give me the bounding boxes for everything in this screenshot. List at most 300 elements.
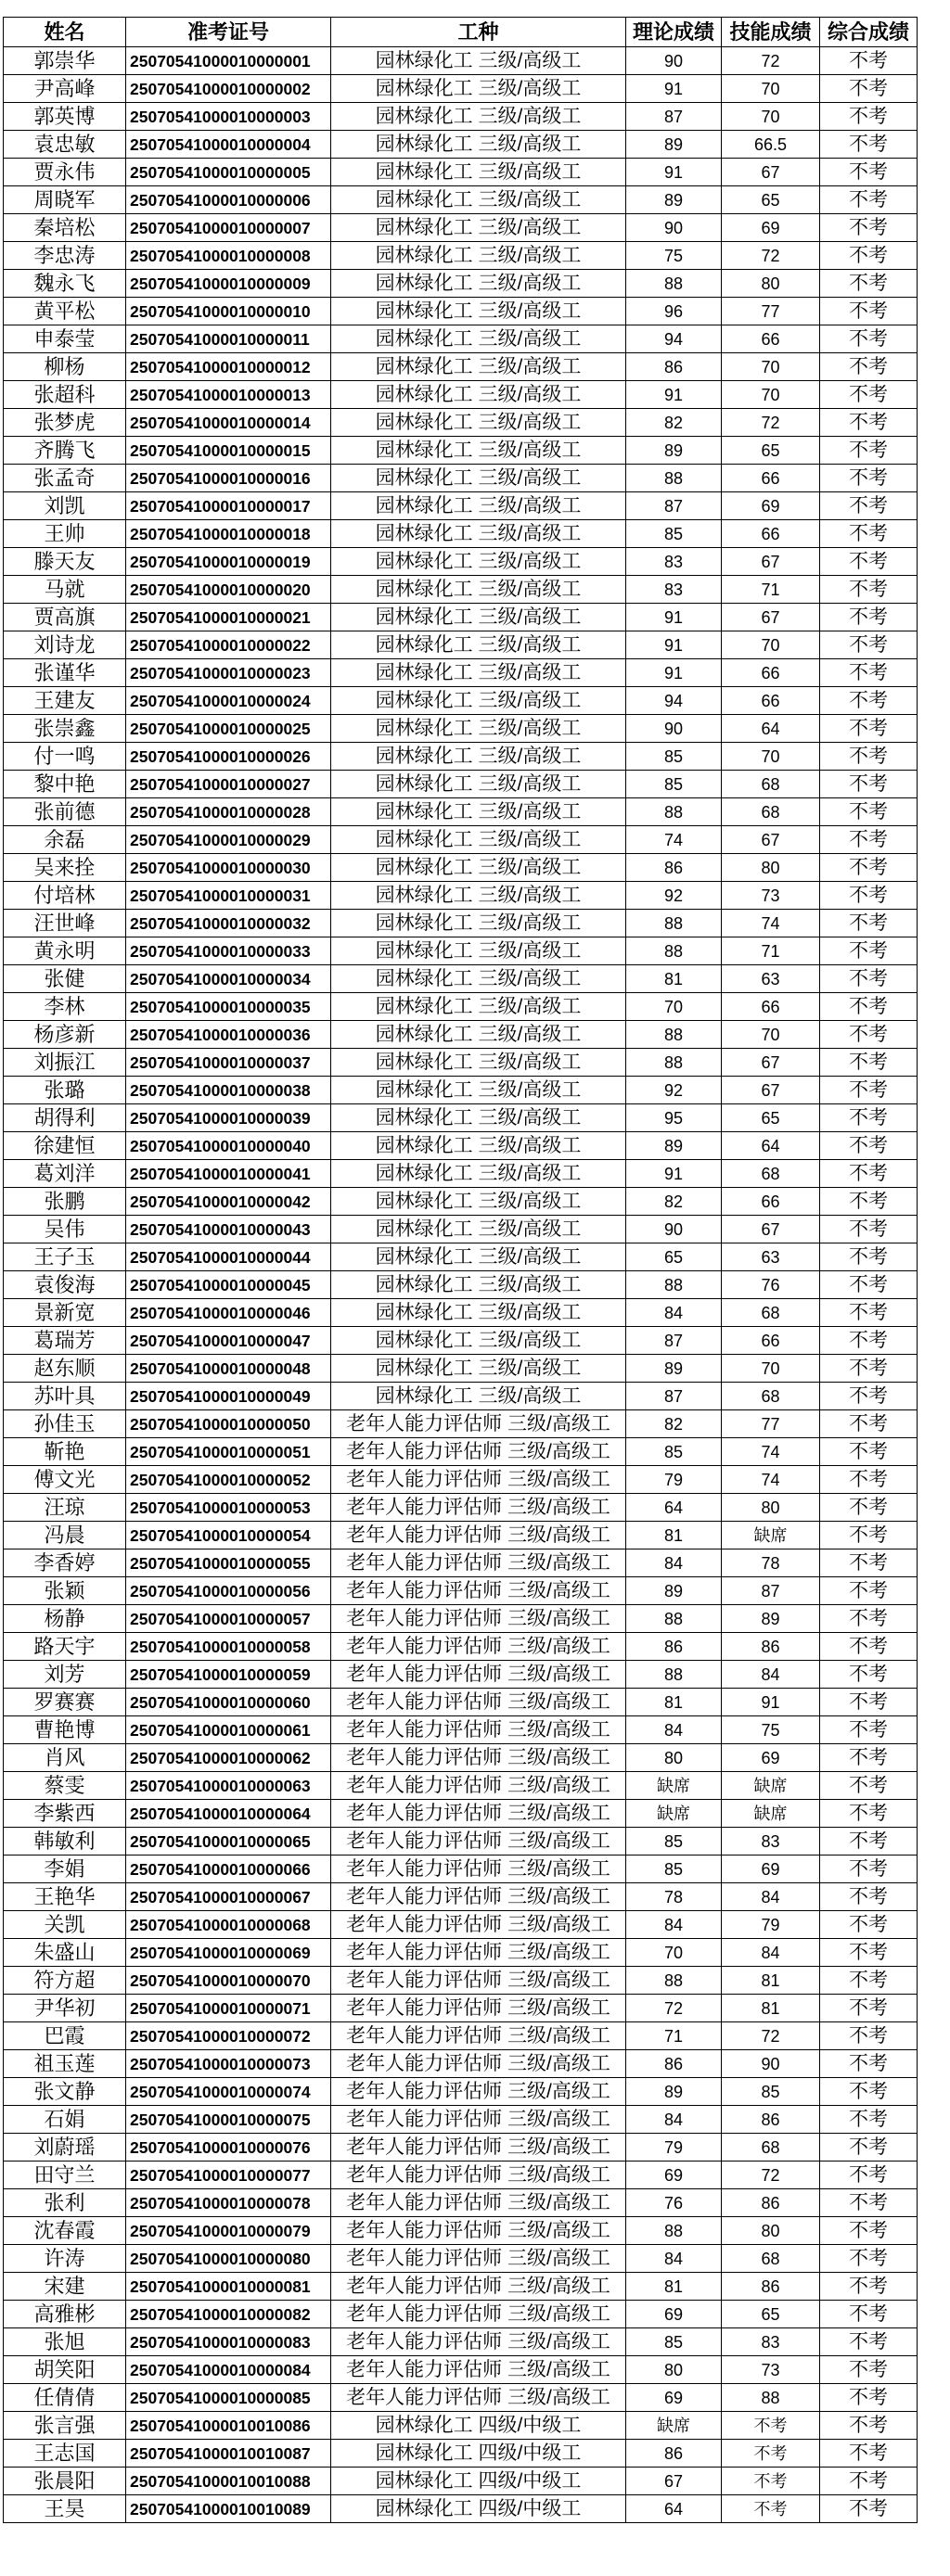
cell-skill-score: 91 <box>722 1689 820 1716</box>
cell-theory-score: 71 <box>626 2022 722 2050</box>
cell-exam-id: 25070541000010000051 <box>126 1438 331 1466</box>
cell-skill-score: 69 <box>722 214 820 242</box>
cell-exam-id: 25070541000010000052 <box>126 1466 331 1494</box>
table-row <box>4 186 918 214</box>
table-row <box>4 798 918 826</box>
cell-trade: 园林绿化工 三级/高级工 <box>331 882 626 910</box>
cell-skill-score: 不考 <box>722 2495 820 2523</box>
cell-name: 肖风 <box>4 1744 126 1772</box>
cell-skill-score: 86 <box>722 2189 820 2217</box>
cell-skill-score: 84 <box>722 1883 820 1911</box>
cell-trade: 老年人能力评估师 三级/高级工 <box>331 1661 626 1689</box>
cell-theory-score: 87 <box>626 1383 722 1410</box>
cell-exam-id: 25070541000010000035 <box>126 993 331 1021</box>
cell-skill-score: 84 <box>722 1661 820 1689</box>
cell-name: 尹高峰 <box>4 75 126 103</box>
cell-exam-id: 25070541000010000072 <box>126 2022 331 2050</box>
cell-exam-id: 25070541000010000083 <box>126 2328 331 2356</box>
cell-name: 申泰莹 <box>4 325 126 353</box>
cell-theory-score: 79 <box>626 2134 722 2162</box>
cell-name: 齐腾飞 <box>4 437 126 465</box>
table-row <box>4 771 918 798</box>
cell-overall-score: 不考 <box>820 492 918 520</box>
cell-trade: 园林绿化工 三级/高级工 <box>331 854 626 882</box>
cell-skill-score: 不考 <box>722 2468 820 2495</box>
cell-overall-score: 不考 <box>820 1299 918 1327</box>
cell-theory-score: 80 <box>626 2356 722 2384</box>
cell-skill-score: 64 <box>722 1132 820 1160</box>
cell-exam-id: 25070541000010000054 <box>126 1522 331 1549</box>
cell-exam-id: 25070541000010000075 <box>126 2106 331 2134</box>
cell-overall-score: 不考 <box>820 1077 918 1104</box>
cell-overall-score: 不考 <box>820 2050 918 2078</box>
cell-trade: 老年人能力评估师 三级/高级工 <box>331 1855 626 1883</box>
table-row <box>4 1243 918 1271</box>
cell-name: 田守兰 <box>4 2162 126 2189</box>
table-row <box>4 1828 918 1855</box>
cell-exam-id: 25070541000010000020 <box>126 576 331 604</box>
cell-exam-id: 25070541000010000028 <box>126 798 331 826</box>
cell-trade: 园林绿化工 三级/高级工 <box>331 937 626 965</box>
cell-trade: 老年人能力评估师 三级/高级工 <box>331 2134 626 2162</box>
cell-skill-score: 66 <box>722 1327 820 1355</box>
cell-trade: 园林绿化工 三级/高级工 <box>331 353 626 381</box>
cell-trade: 老年人能力评估师 三级/高级工 <box>331 1522 626 1549</box>
cell-name: 葛瑞芳 <box>4 1327 126 1355</box>
cell-skill-score: 69 <box>722 1855 820 1883</box>
cell-overall-score: 不考 <box>820 1939 918 1967</box>
cell-name: 张言强 <box>4 2412 126 2440</box>
cell-exam-id: 25070541000010000085 <box>126 2384 331 2412</box>
cell-exam-id: 25070541000010000017 <box>126 492 331 520</box>
cell-trade: 园林绿化工 三级/高级工 <box>331 520 626 548</box>
table-row <box>4 937 918 965</box>
cell-overall-score: 不考 <box>820 965 918 993</box>
cell-overall-score: 不考 <box>820 576 918 604</box>
cell-overall-score: 不考 <box>820 826 918 854</box>
cell-exam-id: 25070541000010000050 <box>126 1410 331 1438</box>
cell-exam-id: 25070541000010000046 <box>126 1299 331 1327</box>
cell-skill-score: 72 <box>722 47 820 75</box>
cell-trade: 老年人能力评估师 三级/高级工 <box>331 2050 626 2078</box>
table-row <box>4 2189 918 2217</box>
cell-overall-score: 不考 <box>820 47 918 75</box>
table-row <box>4 1271 918 1299</box>
cell-exam-id: 25070541000010000027 <box>126 771 331 798</box>
cell-name: 杨静 <box>4 1605 126 1633</box>
cell-name: 曹艳博 <box>4 1716 126 1744</box>
table-row <box>4 75 918 103</box>
cell-overall-score: 不考 <box>820 604 918 631</box>
score-sheet <box>3 17 918 2523</box>
table-row <box>4 2134 918 2162</box>
cell-exam-id: 25070541000010000001 <box>126 47 331 75</box>
cell-name: 王艳华 <box>4 1883 126 1911</box>
cell-theory-score: 83 <box>626 576 722 604</box>
cell-overall-score: 不考 <box>820 381 918 409</box>
cell-theory-score: 91 <box>626 631 722 659</box>
table-row <box>4 687 918 715</box>
cell-name: 刘凯 <box>4 492 126 520</box>
cell-overall-score: 不考 <box>820 1188 918 1216</box>
table-row <box>4 2106 918 2134</box>
table-row <box>4 2273 918 2301</box>
cell-exam-id: 25070541000010000060 <box>126 1689 331 1716</box>
cell-name: 张晨阳 <box>4 2468 126 2495</box>
cell-trade: 园林绿化工 三级/高级工 <box>331 631 626 659</box>
table-row <box>4 1911 918 1939</box>
cell-name: 赵东顺 <box>4 1355 126 1383</box>
cell-trade: 老年人能力评估师 三级/高级工 <box>331 1744 626 1772</box>
cell-skill-score: 缺席 <box>722 1522 820 1549</box>
cell-name: 刘芳 <box>4 1661 126 1689</box>
table-row <box>4 715 918 743</box>
cell-exam-id: 25070541000010000080 <box>126 2245 331 2273</box>
table-row <box>4 1689 918 1716</box>
cell-theory-score: 85 <box>626 743 722 771</box>
cell-skill-score: 不考 <box>722 2412 820 2440</box>
cell-theory-score: 89 <box>626 186 722 214</box>
cell-exam-id: 25070541000010000073 <box>126 2050 331 2078</box>
cell-skill-score: 83 <box>722 1828 820 1855</box>
table-row <box>4 1216 918 1243</box>
cell-theory-score: 87 <box>626 1327 722 1355</box>
table-row <box>4 47 918 75</box>
cell-theory-score: 88 <box>626 1049 722 1077</box>
cell-name: 罗赛赛 <box>4 1689 126 1716</box>
cell-theory-score: 88 <box>626 910 722 937</box>
cell-skill-score: 81 <box>722 1967 820 1995</box>
cell-exam-id: 25070541000010000061 <box>126 1716 331 1744</box>
cell-skill-score: 67 <box>722 1049 820 1077</box>
cell-exam-id: 25070541000010000058 <box>126 1633 331 1661</box>
table-row <box>4 882 918 910</box>
cell-trade: 老年人能力评估师 三级/高级工 <box>331 2106 626 2134</box>
cell-exam-id: 25070541000010000078 <box>126 2189 331 2217</box>
cell-name: 蔡雯 <box>4 1772 126 1800</box>
cell-trade: 老年人能力评估师 三级/高级工 <box>331 1577 626 1605</box>
cell-theory-score: 90 <box>626 715 722 743</box>
cell-overall-score: 不考 <box>820 159 918 186</box>
cell-skill-score: 85 <box>722 2078 820 2106</box>
cell-exam-id: 25070541000010000049 <box>126 1383 331 1410</box>
cell-skill-score: 67 <box>722 826 820 854</box>
cell-theory-score: 94 <box>626 325 722 353</box>
cell-overall-score: 不考 <box>820 2301 918 2328</box>
cell-overall-score: 不考 <box>820 2134 918 2162</box>
cell-trade: 园林绿化工 三级/高级工 <box>331 437 626 465</box>
score-table <box>3 17 918 2523</box>
cell-name: 任倩倩 <box>4 2384 126 2412</box>
cell-exam-id: 25070541000010000030 <box>126 854 331 882</box>
cell-name: 符方超 <box>4 1967 126 1995</box>
cell-overall-score: 不考 <box>820 186 918 214</box>
cell-theory-score: 83 <box>626 548 722 576</box>
cell-trade: 园林绿化工 三级/高级工 <box>331 910 626 937</box>
table-row <box>4 2301 918 2328</box>
cell-trade: 园林绿化工 三级/高级工 <box>331 298 626 325</box>
cell-overall-score: 不考 <box>820 1021 918 1049</box>
cell-theory-score: 89 <box>626 2078 722 2106</box>
cell-skill-score: 66 <box>722 993 820 1021</box>
cell-overall-score: 不考 <box>820 1271 918 1299</box>
cell-skill-score: 66 <box>722 465 820 492</box>
cell-name: 袁俊海 <box>4 1271 126 1299</box>
table-row <box>4 631 918 659</box>
table-row <box>4 1855 918 1883</box>
cell-trade: 老年人能力评估师 三级/高级工 <box>331 1939 626 1967</box>
table-row <box>4 1104 918 1132</box>
cell-name: 张文静 <box>4 2078 126 2106</box>
cell-exam-id: 25070541000010000036 <box>126 1021 331 1049</box>
cell-name: 滕天友 <box>4 548 126 576</box>
cell-trade: 老年人能力评估师 三级/高级工 <box>331 2189 626 2217</box>
cell-theory-score: 96 <box>626 298 722 325</box>
cell-skill-score: 90 <box>722 2050 820 2078</box>
cell-overall-score: 不考 <box>820 1243 918 1271</box>
cell-skill-score: 66 <box>722 659 820 687</box>
cell-trade: 园林绿化工 三级/高级工 <box>331 103 626 131</box>
cell-trade: 园林绿化工 三级/高级工 <box>331 1132 626 1160</box>
cell-name: 黎中艳 <box>4 771 126 798</box>
cell-trade: 老年人能力评估师 三级/高级工 <box>331 2078 626 2106</box>
cell-exam-id: 25070541000010000012 <box>126 353 331 381</box>
cell-trade: 园林绿化工 三级/高级工 <box>331 1104 626 1132</box>
cell-theory-score: 76 <box>626 2189 722 2217</box>
table-row <box>4 910 918 937</box>
cell-theory-score: 86 <box>626 1633 722 1661</box>
cell-name: 王昊 <box>4 2495 126 2523</box>
cell-trade: 园林绿化工 三级/高级工 <box>331 1216 626 1243</box>
cell-skill-score: 65 <box>722 186 820 214</box>
cell-overall-score: 不考 <box>820 465 918 492</box>
cell-exam-id: 25070541000010000079 <box>126 2217 331 2245</box>
cell-name: 张利 <box>4 2189 126 2217</box>
cell-trade: 园林绿化工 三级/高级工 <box>331 1021 626 1049</box>
cell-theory-score: 90 <box>626 214 722 242</box>
table-row <box>4 1355 918 1383</box>
cell-skill-score: 65 <box>722 2301 820 2328</box>
cell-skill-score: 72 <box>722 2162 820 2189</box>
cell-skill-score: 73 <box>722 882 820 910</box>
cell-name: 胡得利 <box>4 1104 126 1132</box>
cell-exam-id: 25070541000010000023 <box>126 659 331 687</box>
cell-overall-score: 不考 <box>820 2106 918 2134</box>
cell-exam-id: 25070541000010000044 <box>126 1243 331 1271</box>
cell-theory-score: 85 <box>626 520 722 548</box>
cell-exam-id: 25070541000010000006 <box>126 186 331 214</box>
table-row <box>4 103 918 131</box>
cell-name: 韩敏利 <box>4 1828 126 1855</box>
cell-name: 李娟 <box>4 1855 126 1883</box>
table-row <box>4 1577 918 1605</box>
cell-trade: 园林绿化工 三级/高级工 <box>331 1327 626 1355</box>
cell-skill-score: 70 <box>722 631 820 659</box>
cell-exam-id: 25070541000010000002 <box>126 75 331 103</box>
cell-skill-score: 66 <box>722 687 820 715</box>
cell-skill-score: 86 <box>722 2106 820 2134</box>
cell-trade: 老年人能力评估师 三级/高级工 <box>331 2301 626 2328</box>
cell-theory-score: 65 <box>626 1243 722 1271</box>
cell-trade: 老年人能力评估师 三级/高级工 <box>331 1494 626 1522</box>
cell-skill-score: 67 <box>722 1216 820 1243</box>
table-row <box>4 381 918 409</box>
cell-overall-score: 不考 <box>820 771 918 798</box>
cell-overall-score: 不考 <box>820 993 918 1021</box>
cell-trade: 老年人能力评估师 三级/高级工 <box>331 1911 626 1939</box>
cell-overall-score: 不考 <box>820 1216 918 1243</box>
cell-skill-score: 68 <box>722 2134 820 2162</box>
cell-overall-score: 不考 <box>820 2245 918 2273</box>
cell-exam-id: 25070541000010000031 <box>126 882 331 910</box>
table-row <box>4 2328 918 2356</box>
cell-name: 景新宽 <box>4 1299 126 1327</box>
cell-skill-score: 80 <box>722 270 820 298</box>
cell-name: 高雅彬 <box>4 2301 126 2328</box>
cell-overall-score: 不考 <box>820 1438 918 1466</box>
cell-skill-score: 84 <box>722 1939 820 1967</box>
cell-overall-score: 不考 <box>820 242 918 270</box>
cell-theory-score: 85 <box>626 1828 722 1855</box>
table-row <box>4 2245 918 2273</box>
header-theory-score: 理论成绩 <box>626 18 722 47</box>
cell-theory-score: 88 <box>626 937 722 965</box>
table-row <box>4 2162 918 2189</box>
cell-name: 孙佳玉 <box>4 1410 126 1438</box>
cell-exam-id: 25070541000010000043 <box>126 1216 331 1243</box>
cell-exam-id: 25070541000010000032 <box>126 910 331 937</box>
cell-name: 石娟 <box>4 2106 126 2134</box>
cell-overall-score: 不考 <box>820 1661 918 1689</box>
cell-exam-id: 25070541000010000003 <box>126 103 331 131</box>
cell-trade: 园林绿化工 四级/中级工 <box>331 2440 626 2468</box>
cell-name: 王建友 <box>4 687 126 715</box>
cell-trade: 园林绿化工 三级/高级工 <box>331 159 626 186</box>
cell-exam-id: 25070541000010000038 <box>126 1077 331 1104</box>
table-row <box>4 576 918 604</box>
cell-exam-id: 25070541000010000068 <box>126 1911 331 1939</box>
table-row <box>4 1800 918 1828</box>
cell-name: 余磊 <box>4 826 126 854</box>
cell-exam-id: 25070541000010000021 <box>126 604 331 631</box>
cell-trade: 老年人能力评估师 三级/高级工 <box>331 2356 626 2384</box>
cell-trade: 老年人能力评估师 三级/高级工 <box>331 1716 626 1744</box>
cell-theory-score: 88 <box>626 1271 722 1299</box>
table-row <box>4 743 918 771</box>
cell-theory-score: 82 <box>626 1410 722 1438</box>
table-row <box>4 2050 918 2078</box>
cell-theory-score: 91 <box>626 75 722 103</box>
cell-exam-id: 25070541000010000015 <box>126 437 331 465</box>
cell-overall-score: 不考 <box>820 298 918 325</box>
cell-trade: 园林绿化工 三级/高级工 <box>331 270 626 298</box>
cell-overall-score: 不考 <box>820 743 918 771</box>
cell-skill-score: 70 <box>722 381 820 409</box>
cell-theory-score: 89 <box>626 437 722 465</box>
cell-theory-score: 88 <box>626 465 722 492</box>
cell-name: 张崇鑫 <box>4 715 126 743</box>
cell-exam-id: 25070541000010000057 <box>126 1605 331 1633</box>
cell-trade: 老年人能力评估师 三级/高级工 <box>331 1549 626 1577</box>
cell-overall-score: 不考 <box>820 1967 918 1995</box>
table-row <box>4 993 918 1021</box>
cell-trade: 园林绿化工 三级/高级工 <box>331 826 626 854</box>
cell-trade: 园林绿化工 三级/高级工 <box>331 548 626 576</box>
cell-name: 贾高旗 <box>4 604 126 631</box>
cell-theory-score: 74 <box>626 826 722 854</box>
table-row <box>4 1772 918 1800</box>
cell-trade: 园林绿化工 三级/高级工 <box>331 743 626 771</box>
cell-theory-score: 88 <box>626 1605 722 1633</box>
cell-trade: 老年人能力评估师 三级/高级工 <box>331 1633 626 1661</box>
cell-overall-score: 不考 <box>820 2022 918 2050</box>
cell-theory-score: 82 <box>626 409 722 437</box>
table-row <box>4 2217 918 2245</box>
cell-name: 傅文光 <box>4 1466 126 1494</box>
table-row <box>4 1410 918 1438</box>
cell-overall-score: 不考 <box>820 798 918 826</box>
cell-exam-id: 25070541000010000014 <box>126 409 331 437</box>
cell-name: 刘振江 <box>4 1049 126 1077</box>
cell-skill-score: 78 <box>722 1549 820 1577</box>
table-row <box>4 2468 918 2495</box>
table-row <box>4 159 918 186</box>
cell-trade: 老年人能力评估师 三级/高级工 <box>331 1967 626 1995</box>
cell-name: 汪世峰 <box>4 910 126 937</box>
cell-exam-id: 25070541000010000013 <box>126 381 331 409</box>
cell-exam-id: 25070541000010000077 <box>126 2162 331 2189</box>
cell-skill-score: 64 <box>722 715 820 743</box>
cell-exam-id: 25070541000010000084 <box>126 2356 331 2384</box>
cell-overall-score: 不考 <box>820 1104 918 1132</box>
cell-trade: 园林绿化工 三级/高级工 <box>331 1299 626 1327</box>
cell-trade: 园林绿化工 三级/高级工 <box>331 1383 626 1410</box>
cell-theory-score: 84 <box>626 1299 722 1327</box>
table-row <box>4 1299 918 1327</box>
cell-skill-score: 72 <box>722 242 820 270</box>
cell-skill-score: 86 <box>722 2273 820 2301</box>
cell-name: 刘诗龙 <box>4 631 126 659</box>
cell-name: 李林 <box>4 993 126 1021</box>
cell-name: 宋建 <box>4 2273 126 2301</box>
cell-skill-score: 70 <box>722 1355 820 1383</box>
cell-skill-score: 70 <box>722 75 820 103</box>
cell-theory-score: 94 <box>626 687 722 715</box>
header-trade: 工种 <box>331 18 626 47</box>
cell-theory-score: 79 <box>626 1466 722 1494</box>
cell-name: 付一鸣 <box>4 743 126 771</box>
table-row <box>4 548 918 576</box>
cell-theory-score: 84 <box>626 1716 722 1744</box>
cell-name: 黄永明 <box>4 937 126 965</box>
cell-name: 沈春霞 <box>4 2217 126 2245</box>
cell-trade: 园林绿化工 三级/高级工 <box>331 465 626 492</box>
cell-theory-score: 87 <box>626 492 722 520</box>
cell-exam-id: 25070541000010000022 <box>126 631 331 659</box>
cell-skill-score: 缺席 <box>722 1772 820 1800</box>
cell-name: 黄平松 <box>4 298 126 325</box>
cell-trade: 园林绿化工 三级/高级工 <box>331 47 626 75</box>
cell-name: 张旭 <box>4 2328 126 2356</box>
cell-exam-id: 25070541000010000029 <box>126 826 331 854</box>
table-row <box>4 353 918 381</box>
cell-skill-score: 63 <box>722 965 820 993</box>
cell-overall-score: 不考 <box>820 2273 918 2301</box>
cell-theory-score: 87 <box>626 103 722 131</box>
cell-trade: 园林绿化工 三级/高级工 <box>331 1188 626 1216</box>
cell-name: 祖玉莲 <box>4 2050 126 2078</box>
cell-name: 张健 <box>4 965 126 993</box>
